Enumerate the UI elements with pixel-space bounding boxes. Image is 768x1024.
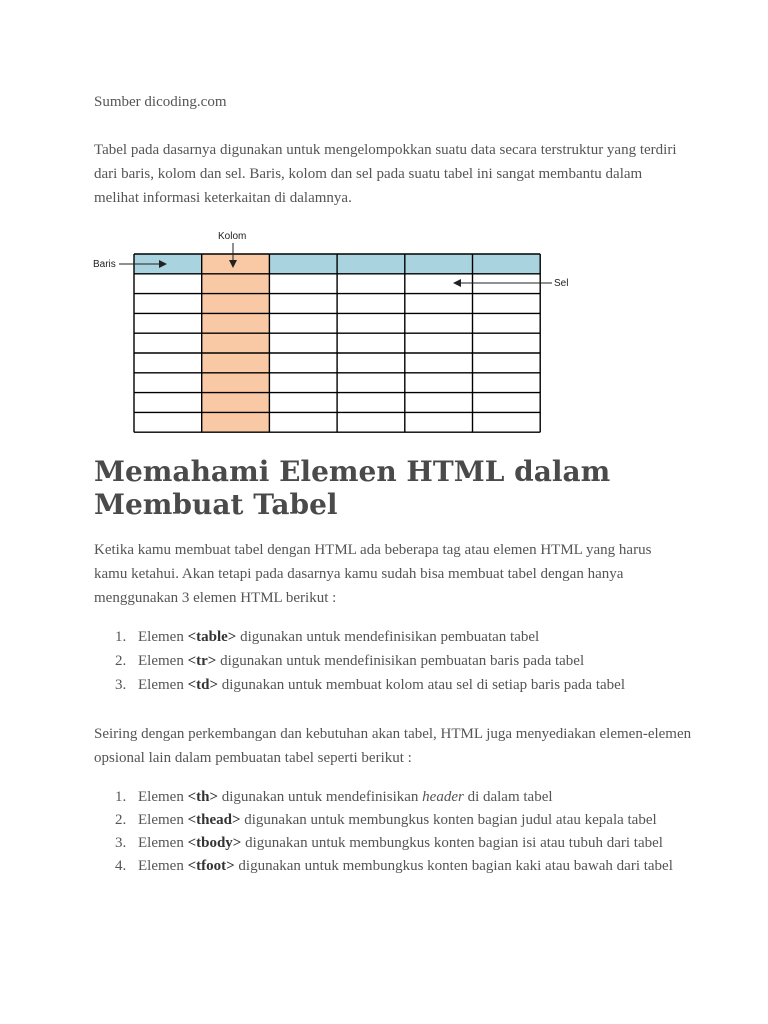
- emphasis-header: header: [422, 789, 464, 805]
- diagram-grid: [134, 254, 540, 432]
- highlight-column-fill: [202, 254, 270, 432]
- paragraph-elements-intro: Ketika kamu membuat tabel dengan HTML ada beberapa tag atau elemen HTML yang harus kamu ketahui. Akan tetapi pada dasarnya kamu sudah bisa membuat tabel dengan hanya menggunakan 3 elemen HTML berikut :: [94, 542, 652, 606]
- tag-name: <thead>: [187, 812, 241, 828]
- list-item: 2. Elemen <thead> digunakan untuk membungkus konten bagian judul atau kepala tabel: [115, 812, 657, 828]
- basic-elements-list: [94, 628, 684, 700]
- list-item: 3. Elemen <td> digunakan untuk membuat kolom atau sel di setiap baris pada tabel: [115, 677, 625, 693]
- list-item: 1. Elemen <table> digunakan untuk mendefinisikan pembuatan tabel: [115, 629, 540, 645]
- list-item: 3. Elemen <tbody> digunakan untuk membungkus konten bagian isi atau tubuh dari tabel: [115, 835, 663, 851]
- paragraph-optional-elements: Seiring dengan perkembangan dan kebutuhan akan tabel, HTML juga menyediakan elemen-elemen opsional lain dalam pembuatan tabel seperti berikut :: [94, 726, 692, 766]
- label-baris: Baris: [93, 259, 116, 270]
- list-item: 1. Elemen <th> digunakan untuk mendefinisikan header di dalam tabel: [115, 789, 553, 805]
- label-sel: Sel: [554, 278, 569, 289]
- source-line: Sumber dicoding.com: [94, 94, 227, 110]
- intro-paragraph: Tabel pada dasarnya digunakan untuk mengelompokkan suatu data secara terstruktur yang terdiri dari baris, kolom dan sel. Baris, kolom dan sel pada suatu tabel ini sangat membantu dalam melihat informasi keterkaitan di dalamnya.: [94, 142, 677, 206]
- optional-elements-list: [94, 788, 684, 880]
- tag-name: <tbody>: [187, 835, 242, 851]
- label-kolom: Kolom: [218, 231, 247, 242]
- list-item: 2. Elemen <tr> digunakan untuk mendefinisikan pembuatan baris pada tabel: [115, 653, 585, 669]
- tag-name: <table>: [187, 629, 237, 645]
- tag-name: <tr>: [187, 653, 217, 669]
- tag-name: <td>: [187, 677, 219, 693]
- table-structure-diagram: [88, 226, 588, 441]
- list-item: 4. Elemen <tfoot> digunakan untuk membungkus konten bagian kaki atau bawah dari tabel: [115, 858, 673, 874]
- section-heading: Memahami Elemen HTML dalam Membuat Tabel: [94, 455, 611, 521]
- tag-name: <th>: [187, 789, 219, 805]
- tag-name: <tfoot>: [187, 858, 235, 874]
